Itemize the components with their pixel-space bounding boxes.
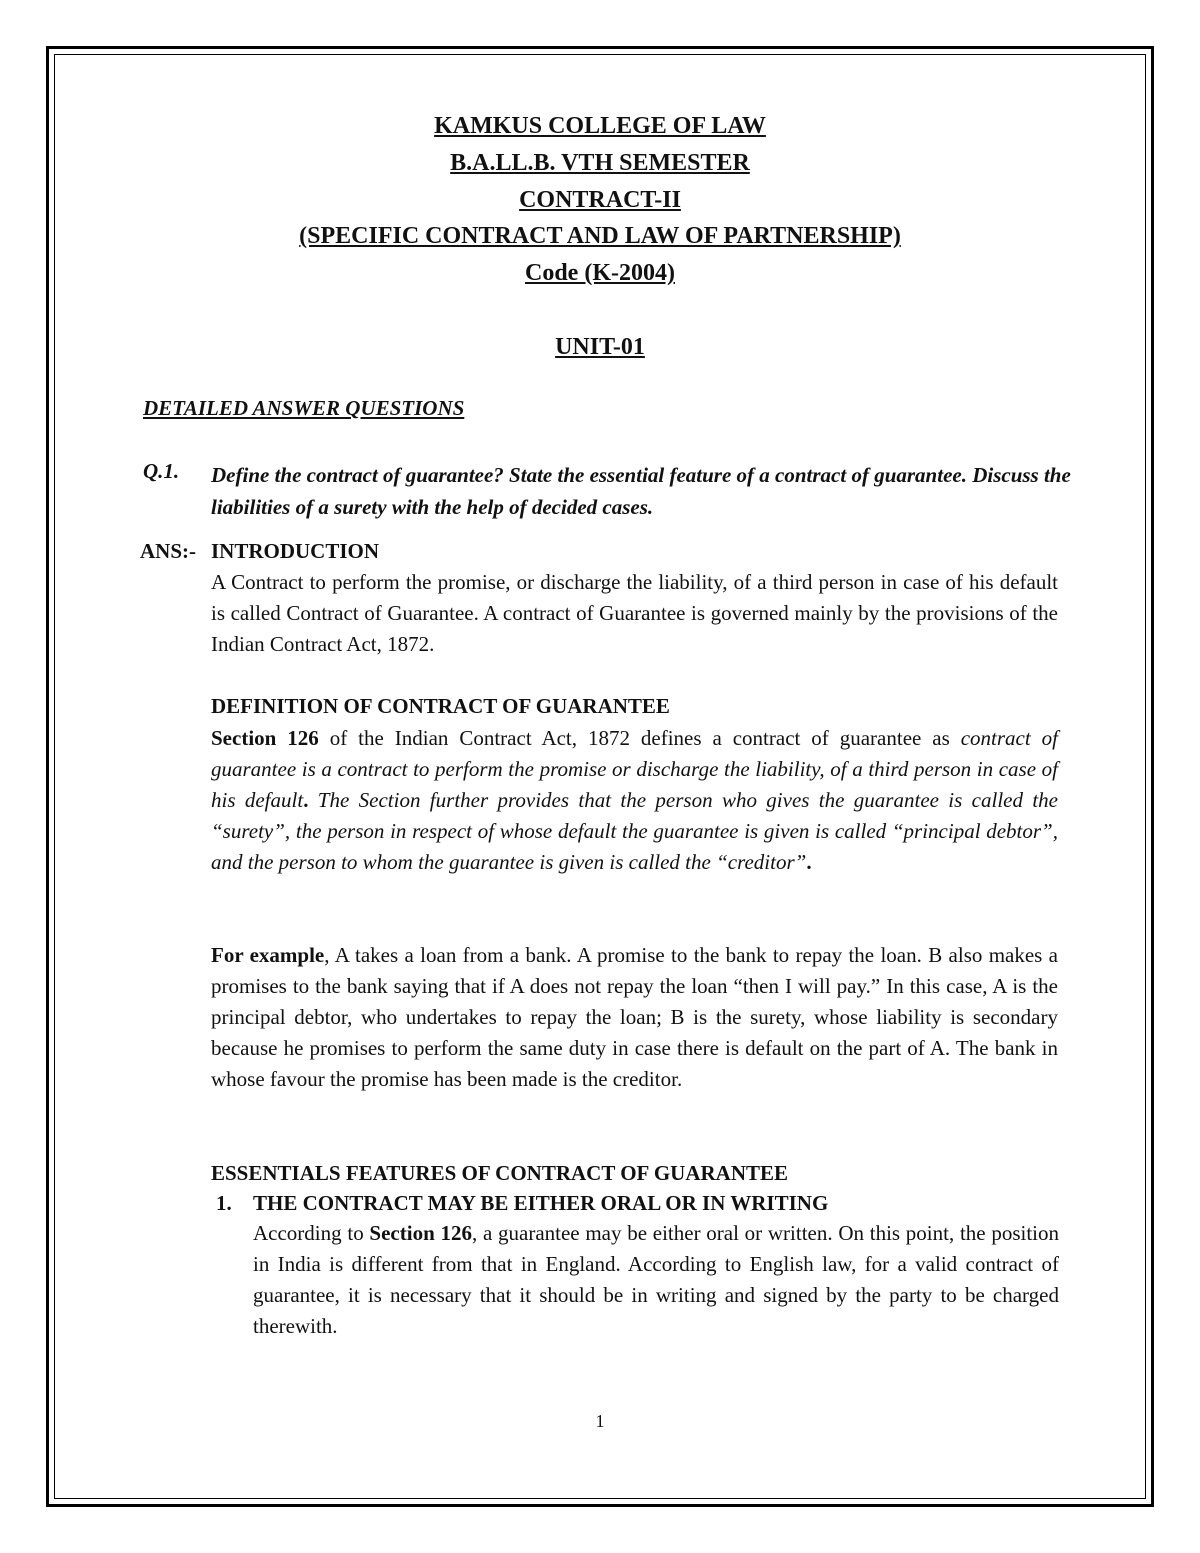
definition-paragraph — [211, 723, 1058, 878]
definition-heading: DEFINITION OF CONTRACT OF GUARANTEE — [211, 694, 670, 718]
section-ref: Section 126 — [211, 726, 319, 750]
definition-dot: . — [303, 788, 309, 812]
unit-title: UNIT-01 — [555, 334, 645, 360]
subject-subtitle: (SPECIFIC CONTRACT AND LAW OF PARTNERSHIP) — [299, 223, 901, 249]
essential-body: , a guarantee may be either oral or written. On this point, the position in India is different from that in England. According to English law, for a valid contract of guarantee, it is necessary that it should be in writing and signed by the party to be charged therewith. — [253, 1221, 1059, 1338]
question-text: Define the contract of guarantee? State the essential feature of a contract of guarantee. Discuss the liabilities of a surety with the help of decided cases. — [211, 463, 1071, 519]
page-number: 1 — [595, 1411, 605, 1431]
example-paragraph — [211, 940, 1058, 1095]
definition-quote: contract of guarantee is a contract to perform the promise or discharge the liability, of a third person in case of his default — [211, 726, 1058, 812]
subject-title: CONTRACT-II — [519, 187, 681, 213]
example-lead: For example — [211, 943, 325, 967]
introduction-heading: INTRODUCTION — [211, 539, 380, 563]
definition-tail: The Section further provides that the person who gives the guarantee is called the “surety”, the person in respect of whose default the guarantee is given is called “principal debtor”, and the person to whom the guarantee is given is called the “creditor” — [211, 788, 1058, 874]
definition-lead: of the Indian Contract Act, 1872 defines a contract of guarantee as — [318, 726, 961, 750]
example-text: , A takes a loan from a bank. A promise to the bank to repay the loan. B also makes a promises to the bank saying that if A does not repay the loan “then I will pay.” In this case, A is the principal debtor, who undertakes to repay the loan; B is the surety, whose liability is secondary because he promises to perform the same duty in case there is default on the part of A. The bank in whose favour the promise has been made is the creditor. — [211, 943, 1058, 1091]
essential-item-title: THE CONTRACT MAY BE EITHER ORAL OR IN WRITING — [253, 1191, 829, 1215]
introduction-paragraph: A Contract to perform the promise, or discharge the liability, of a third person in case of his default is called Contract of Guarantee. A contract of Guarantee is governed mainly by the provisions of the Indian Contract Act, 1872. — [211, 570, 1058, 656]
answer-label: ANS:- — [140, 539, 196, 563]
college-title: KAMKUS COLLEGE OF LAW — [434, 113, 766, 139]
essential-item-text — [253, 1218, 1059, 1342]
course-title: B.A.LL.B. VTH SEMESTER — [450, 150, 750, 176]
essentials-heading: ESSENTIALS FEATURES OF CONTRACT OF GUARANTEE — [211, 1161, 789, 1185]
definition-end: . — [806, 850, 812, 874]
section-heading: DETAILED ANSWER QUESTIONS — [143, 396, 465, 420]
course-code: Code (K-2004) — [525, 260, 675, 286]
essential-section-ref: Section 126 — [369, 1221, 472, 1245]
question-number: Q.1. — [143, 459, 180, 483]
essential-pre: According to — [253, 1221, 370, 1245]
essential-item-number: 1. — [216, 1191, 232, 1215]
